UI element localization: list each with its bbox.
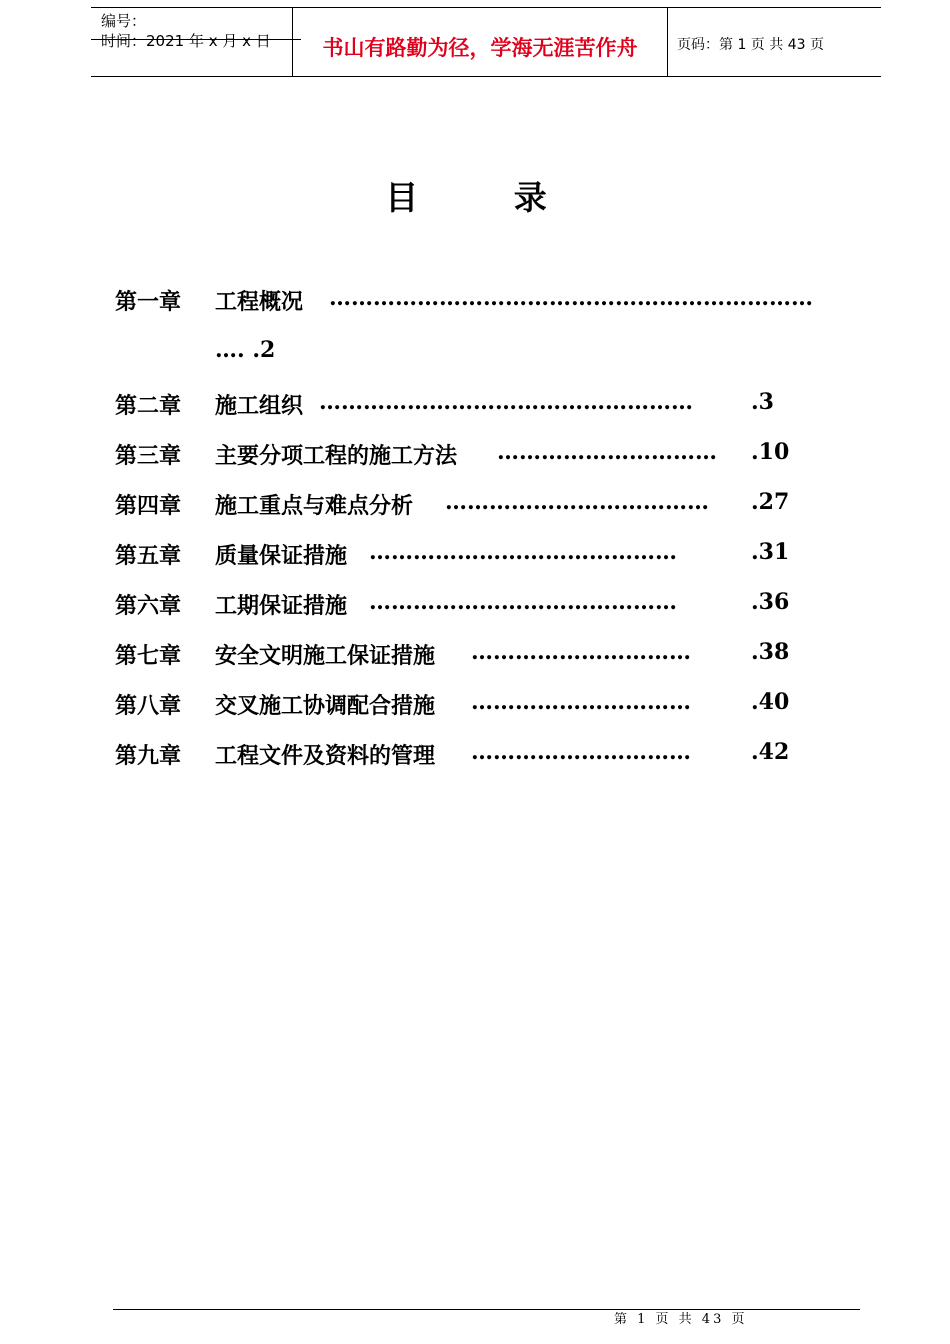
toc-leader-continued: …. .2 (215, 337, 276, 363)
toc-entry[interactable] (115, 689, 855, 739)
strike-line (91, 39, 301, 40)
toc-chapter: 第七章 (115, 644, 182, 669)
toc-chapter: 第六章 (115, 594, 182, 619)
toc-leader-dots: ………………………… (497, 439, 717, 465)
toc-chapter: 第八章 (115, 694, 182, 719)
toc-page-number: .10 (751, 439, 790, 465)
toc-title-text: 交叉施工协调配合措施 (215, 694, 436, 719)
toc-title-text: 主要分项工程的施工方法 (215, 444, 458, 469)
toc-leader-dots: …………………………………… (369, 539, 677, 565)
toc-page-number: .27 (751, 489, 790, 515)
header-right-cell (667, 8, 881, 76)
toc-page-number: .31 (751, 539, 790, 565)
toc-leader-dots: …………………………………… (369, 589, 677, 615)
toc-chapter: 第一章 (115, 290, 182, 315)
toc-chapter: 第四章 (115, 494, 182, 519)
toc-chapter: 第九章 (115, 744, 182, 769)
toc-leader-dots: …………………………………………… (319, 389, 693, 415)
header-mid-cell (292, 8, 668, 76)
toc-chapter: 第三章 (115, 444, 182, 469)
toc-leader-dots: ……………………………… (445, 489, 709, 515)
toc-page-number: .42 (751, 739, 790, 765)
toc-page-number: .40 (751, 689, 790, 715)
toc-title-text: 施工组织 (215, 394, 304, 419)
toc-page-number: .36 (751, 589, 790, 615)
toc-page-number: .38 (751, 639, 790, 665)
toc-entry[interactable] (115, 739, 855, 789)
toc-title-text: 工期保证措施 (215, 594, 348, 619)
toc-chapter: 第五章 (115, 544, 182, 569)
toc-entry[interactable] (115, 589, 855, 639)
toc-leader-dots: ………………………………………………………… (329, 285, 813, 311)
footer-divider (113, 1309, 860, 1310)
toc-entry[interactable] (115, 639, 855, 689)
time-label: 时间：2021 年 x 月 x 日 (101, 32, 271, 50)
number-label: 编号： (101, 12, 147, 30)
toc-entry[interactable] (115, 439, 855, 489)
page-info: 页码：第 1 页 共 43 页 (677, 37, 824, 53)
toc-leader-dots: ………………………… (471, 739, 691, 765)
toc-entry[interactable] (115, 389, 855, 439)
toc-title-text: 质量保证措施 (215, 544, 348, 569)
toc-title-text: 工程概况 (215, 290, 304, 315)
document-header (91, 7, 881, 77)
motto: 书山有路勤为径，学海无涯苦作舟 (322, 36, 638, 60)
toc-leader-dots: ………………………… (471, 689, 691, 715)
toc-page-number: .3 (751, 389, 774, 415)
toc-entry[interactable] (115, 489, 855, 539)
toc-title-text: 安全文明施工保证措施 (215, 644, 436, 669)
toc-title: 目 录 (385, 178, 589, 217)
toc-chapter: 第二章 (115, 394, 182, 419)
toc-title-text: 施工重点与难点分析 (215, 494, 414, 519)
toc-entry[interactable] (115, 539, 855, 589)
toc-entry[interactable] (115, 285, 855, 389)
toc-title-text: 工程文件及资料的管理 (215, 744, 436, 769)
header-left-cell (91, 8, 292, 76)
table-of-contents (115, 285, 855, 789)
toc-leader-dots: ………………………… (471, 639, 691, 665)
page-footer: 第 1 页 共 43 页 (614, 1312, 748, 1327)
